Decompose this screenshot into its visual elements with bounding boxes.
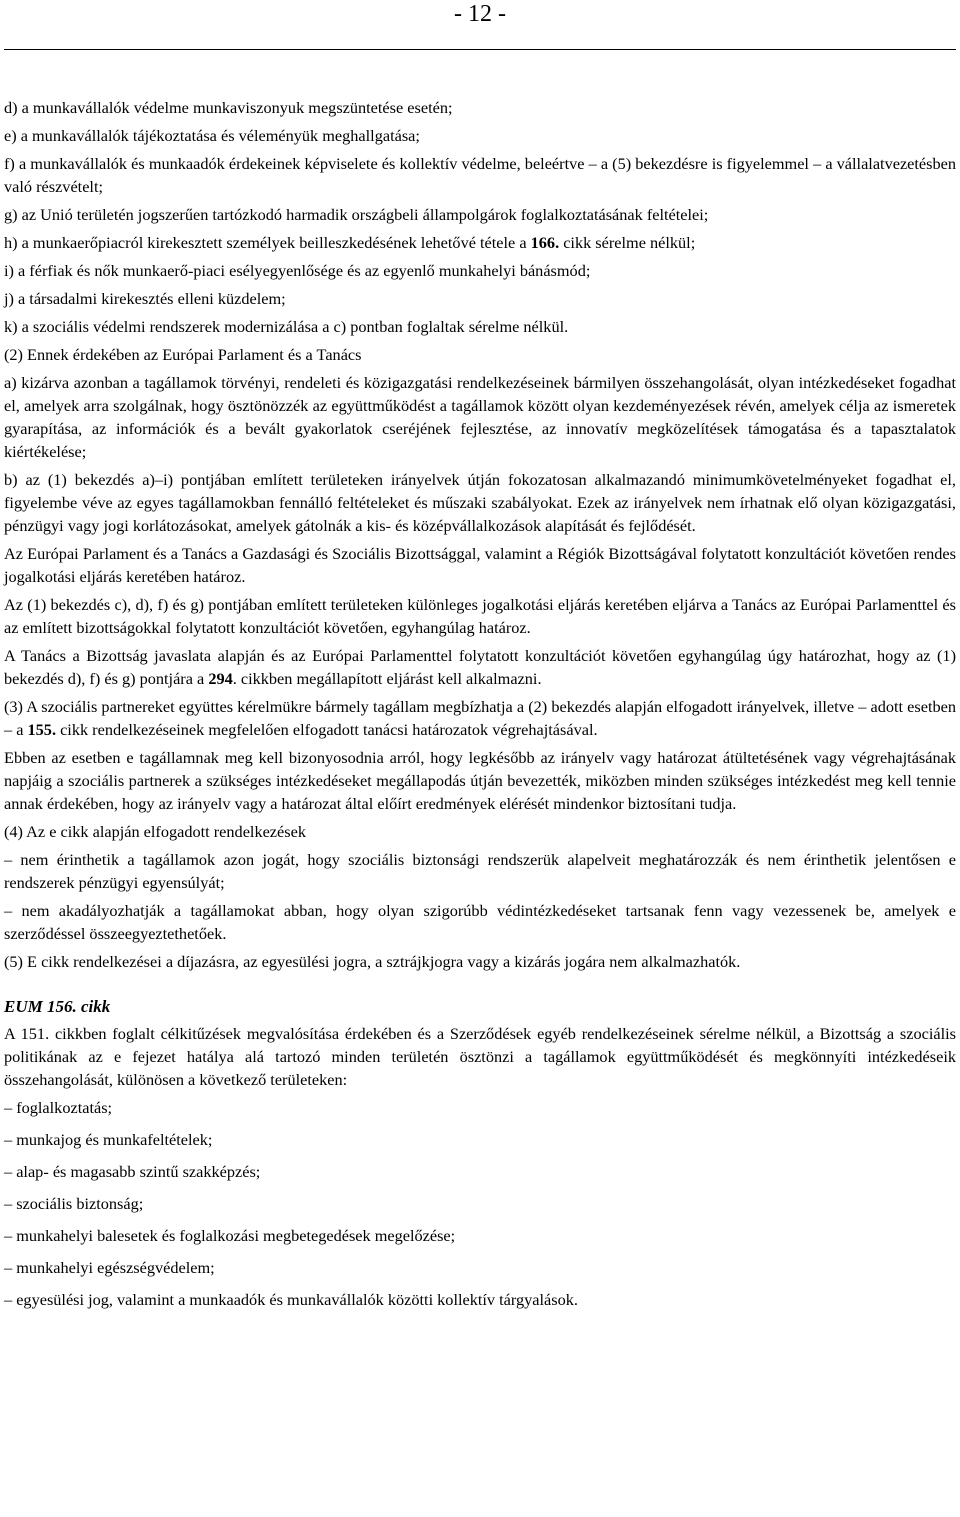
paragraph-2-b: b) az (1) bekezdés a)–i) pontjában említett területeken irányelvek útján fokozatosan alkalmazandó minimumkövetelményeket fogadhat el, figyelembe véve az egyes tagállamokban fennálló feltételeket és műszaki szabályokat. Ezek az irányelvek nem írhatnak elő olyan közigazgatási, pénzügyi vagy jogi korlátozásokat, amelyek gátolnák a kis- és középvállalkozások alapítását és fejlődését. [4,470,956,535]
paragraph-council [4,644,956,690]
paragraph-council-text: A Tanács a Bizottság javaslata alapján és az Európai Parlamenttel folytatott konzultációt követően egyhangúlag úgy határozhat, hogy az (1) bekezdés d), f) és g) pontjára a [4,646,956,688]
item-d: d) a munkavállalók védelme munkaviszonyuk megszüntetése esetén; [4,98,453,117]
paragraph-4-dash-1: – nem érinthetik a tagállamok azon jogát, hogy szociális biztonsági rendszerük alapelveit meghatározzák és nem érinthetik jelentősen e rendszerek pénzügyi egyensúlyát; [4,850,956,892]
document-body [4,96,956,1320]
area-list-item: – alap- és magasabb szintű szakképzés; [4,1162,261,1181]
item-k: k) a szociális védelmi rendszerek modernizálása a c) pontban foglaltak sérelme nélkül. [4,317,569,336]
paragraph-special-procedure: Az (1) bekezdés c), d), f) és g) pontjában említett területeken különleges jogalkotási eljárás keretében eljárva a Tanács az Európai Parlamenttel és az említett bizottságokkal folytatott konzultációt követően, egyhangúlag határoz. [4,595,956,637]
item-g: g) az Unió területén jogszerűen tartózkodó harmadik országbeli állampolgárok foglalkoztatásának feltételei; [4,205,709,224]
paragraph-4-dash-2: – nem akadályozhatják a tagállamokat abban, hogy olyan szigorúbb védintézkedéseket tartsanak fenn vagy vezessenek be, amelyek e szerződéssel összeegyeztethetőek. [4,901,956,943]
area-list-item: – egyesülési jog, valamint a munkaadók és munkavállalók közötti kollektív tárgyalások. [4,1290,578,1309]
header-rule [4,49,956,50]
paragraph-council-article-ref: 294 [208,669,233,688]
item-i: i) a férfiak és nők munkaerő-piaci esélyegyenlősége és az egyenlő munkahelyi bánásmód; [4,261,591,280]
item-j: j) a társadalmi kirekesztés elleni küzdelem; [4,289,286,308]
paragraph-article-151: A 151. cikkben foglalt célkitűzések megvalósítása érdekében és a Szerződések egyéb rendelkezéseinek sérelme nélkül, a Bizottság a szociális politikának az e fejezet hatálya alá tartozó minden területén ösztönzi a tagállamok együttműködését és megkönnyíti intézkedéseik összehangolását, különösen a következő területeken: [4,1024,956,1089]
article-heading: EUM 156. cikk [4,997,111,1016]
area-list-item: – foglalkoztatás; [4,1098,113,1117]
paragraph-3-text-end: cikk rendelkezéseinek megfelelően elfogadott tanácsi határozatok végrehajtásával. [56,720,598,739]
item-h-text-end: cikk sérelme nélkül; [559,233,696,252]
paragraph-2-intro: (2) Ennek érdekében az Európai Parlament és a Tanács [4,345,362,364]
page-number: - 12 - [454,1,506,27]
paragraph-4-intro: (4) Az e cikk alapján elfogadott rendelkezések [4,822,306,841]
item-f: f) a munkavállalók és munkaadók érdekeinek képviselete és kollektív védelme, beleértve – a (5) bekezdésre is figyelemmel – a vállalatvezetésben való részvételt; [4,154,956,196]
paragraph-3-text: (3) A szociális partnereket együttes kérelmükre bármely tagállam megbízhatja a (2) bekezdés alapján elfogadott irányelvek, illetve – adott esetben – a [4,697,956,739]
paragraph-5: (5) E cikk rendelkezései a díjazásra, az egyesülési jogra, a sztrájkjogra vagy a kizárás jogára nem alkalmazhatók. [4,952,741,971]
area-list-item: – munkajog és munkafeltételek; [4,1130,213,1149]
paragraph-2-a: a) kizárva azonban a tagállamok törvényi, rendeleti és közigazgatási rendelkezéseinek bármilyen összehangolását, olyan intézkedéseket fogadhat el, amelyek arra szolgálnak, hogy ösztönözzék az együttműködést a tagállamok között olyan kezdeményezések révén, amelyek célja az ismeretek gyarapítása, az információk és a bevált gyakorlatok cseréjének fejlesztése, az innovatív megközelítések támogatása és a tapasztalatok kiértékelése; [4,373,956,461]
paragraph-3-article-ref: 155. [27,720,57,739]
area-list-item: – munkahelyi egészségvédelem; [4,1258,215,1277]
paragraph-3 [4,695,956,741]
paragraph-parliament: Az Európai Parlament és a Tanács a Gazdasági és Szociális Bizottsággal, valamint a Régiók Bizottságával folytatott konzultációt követően rendes jogalkotási eljárás keretében határoz. [4,544,956,586]
item-h [4,231,956,254]
paragraph-ebben: Ebben az esetben e tagállamnak meg kell bizonyosodnia arról, hogy legkésőbb az irányelv vagy határozat átültetésének vagy végrehajtásának napjáig a szociális partnerek a szükséges intézkedéseket megállapodás útján bevezették, miközben minden szükséges intézkedést meg kell tennie annak érdekében, hogy az irányelv vagy a határozat által előírt eredmények elérését mindenkor biztosítani tudja. [4,748,956,813]
area-list-item: – szociális biztonság; [4,1194,144,1213]
item-h-article-ref: 166. [530,233,560,252]
item-h-text: h) a munkaerőpiacról kirekesztett személyek beilleszkedésének lehetővé tétele a [4,233,531,252]
paragraph-council-text-end: . cikkben megállapított eljárást kell alkalmazni. [232,669,542,688]
area-list-item: – munkahelyi balesetek és foglalkozási megbetegedések megelőzése; [4,1226,456,1245]
item-e: e) a munkavállalók tájékoztatása és véleményük meghallgatása; [4,126,420,145]
